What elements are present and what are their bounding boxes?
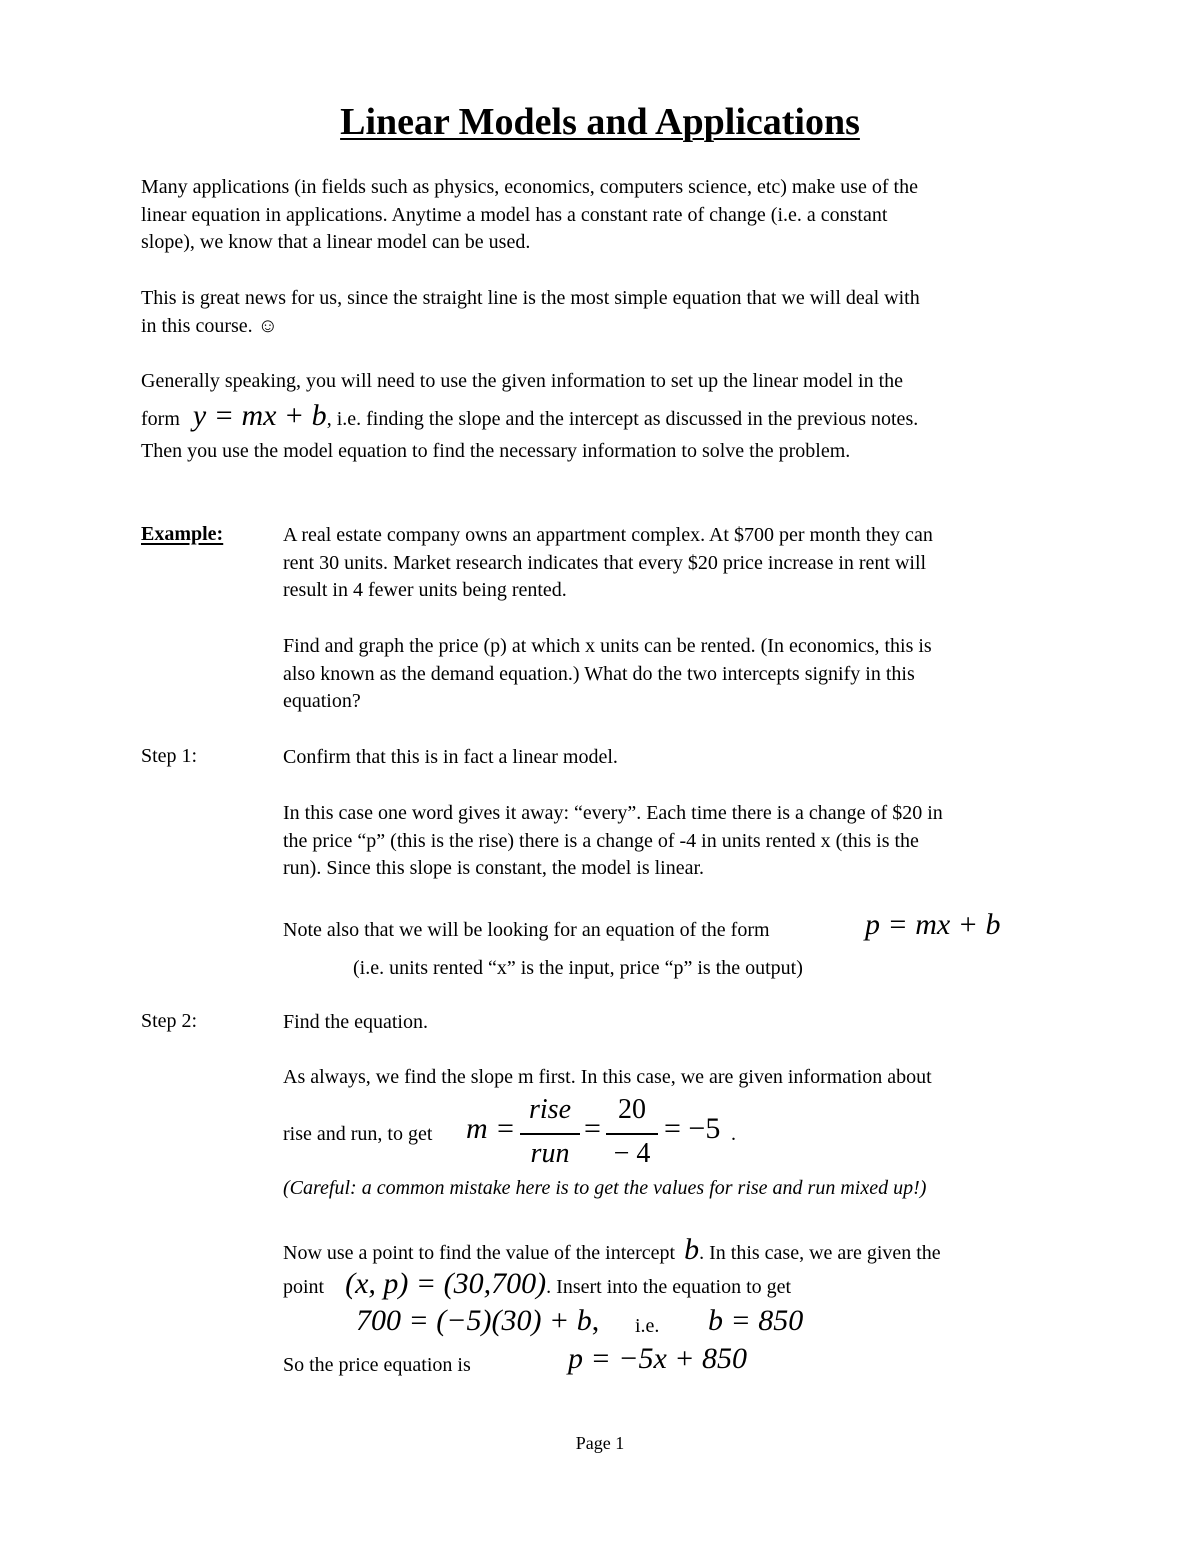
price-equation: p = −5x + 850 [568, 1342, 748, 1375]
slope-denominator-run: run [530, 1138, 570, 1169]
page-number: Page 1 [575, 1433, 625, 1453]
careful-note: (Careful: a common mistake here is to get the values for rise and run mixed up!) [283, 1177, 927, 1199]
ie-label: i.e. [635, 1315, 660, 1337]
text-line: slope), we know that a linear model can be used. [141, 231, 531, 253]
price-equation-label: So the price equation is [283, 1354, 471, 1376]
step-1-note: Note also that we will be looking for an equation of the form [283, 919, 770, 941]
step-1-paragraph [283, 800, 943, 883]
example-label: Example: [141, 523, 224, 545]
point-label: point [283, 1276, 325, 1298]
linear-equation: y = mx + b [192, 399, 327, 432]
slope-denominator-minus-4: − 4 [613, 1138, 651, 1169]
point-equation: (x, p) = (30,700) [345, 1267, 547, 1300]
text-line: equation? [283, 690, 361, 712]
slope-numerator-rise: rise [529, 1094, 571, 1125]
step-2-paragraph-4 [283, 1267, 792, 1302]
step-2-label: Step 2: [141, 1010, 198, 1032]
intro-paragraph-3-line-1: Generally speaking, you will need to use the given information to set up the linear model in the [141, 370, 904, 392]
page-title: Linear Models and Applications [340, 101, 860, 143]
intro-paragraph-2 [141, 285, 920, 340]
text-line: run). Since this slope is constant, the model is linear. [283, 857, 705, 879]
text-line: Many applications (in fields such as physics, economics, computers science, etc) make use of the [141, 176, 918, 198]
text-line: , i.e. finding the slope and the intercept as discussed in the previous notes. [326, 408, 919, 430]
text-line: the price “p” (this is the rise) there is a change of -4 in units rented x (this is the [283, 829, 919, 852]
intercept-result: b = 850 [708, 1304, 804, 1337]
slope-numerator-20: 20 [618, 1094, 646, 1125]
substitution-equation [356, 1304, 599, 1338]
form-label: form [141, 408, 180, 430]
intro-paragraph-3-line-2 [141, 399, 919, 434]
example-paragraph-2 [283, 633, 932, 716]
intro-paragraph-3-line-3: Then you use the model equation to find the necessary information to solve the problem. [141, 440, 851, 462]
text-line: Now use a point to find the value of the intercept [283, 1242, 676, 1264]
text-line: A real estate company owns an appartment complex. At $700 per month they can [283, 524, 933, 546]
equals-sign: = [584, 1112, 601, 1145]
slope-result: = −5 [664, 1112, 721, 1145]
period: . [731, 1123, 736, 1145]
text-line: . In this case, we are given the [699, 1242, 941, 1264]
slope-m-equals: m = [466, 1112, 516, 1145]
text-line: rent 30 units. Market research indicates that every $20 price increase in rent will [283, 551, 927, 574]
step-2-paragraph-3 [283, 1233, 941, 1268]
step-2-paragraph-1: As always, we find the slope m first. In this case, we are given information about [283, 1066, 932, 1088]
text-line: linear equation in applications. Anytime a model has a constant rate of change (i.e. a constant [141, 203, 888, 226]
text-line: result in 4 fewer units being rented. [283, 579, 567, 601]
comma: , [591, 1304, 600, 1337]
text-line: This is great news for us, since the straight line is the most simple equation that we will deal with [141, 287, 920, 309]
fraction-bar [520, 1133, 580, 1135]
step-1-heading: Confirm that this is in fact a linear model. [283, 746, 618, 768]
form-equation: p = mx + b [865, 908, 1001, 941]
example-paragraph-1 [283, 522, 933, 605]
text-line: . Insert into the equation to get [546, 1276, 792, 1298]
text-line: Find and graph the price (p) at which x units can be rented. (In economics, this is [283, 635, 932, 657]
equation: 700 = (−5)(30) + b [356, 1304, 592, 1337]
intercept-b: b [684, 1233, 700, 1266]
intro-paragraph-1 [141, 174, 918, 257]
text-line: In this case one word gives it away: “every”. Each time there is a change of $20 in [283, 802, 943, 824]
step-1-note-2: (i.e. units rented “x” is the input, price “p” is the output) [353, 957, 803, 979]
step-1-label: Step 1: [141, 745, 198, 767]
step-2-heading: Find the equation. [283, 1011, 428, 1033]
text-line: in this course. ☺ [141, 314, 279, 337]
text-line: also known as the demand equation.) What do the two intercepts signify in this [283, 662, 915, 685]
step-2-paragraph-2: rise and run, to get [283, 1123, 433, 1145]
fraction-bar [606, 1133, 658, 1135]
